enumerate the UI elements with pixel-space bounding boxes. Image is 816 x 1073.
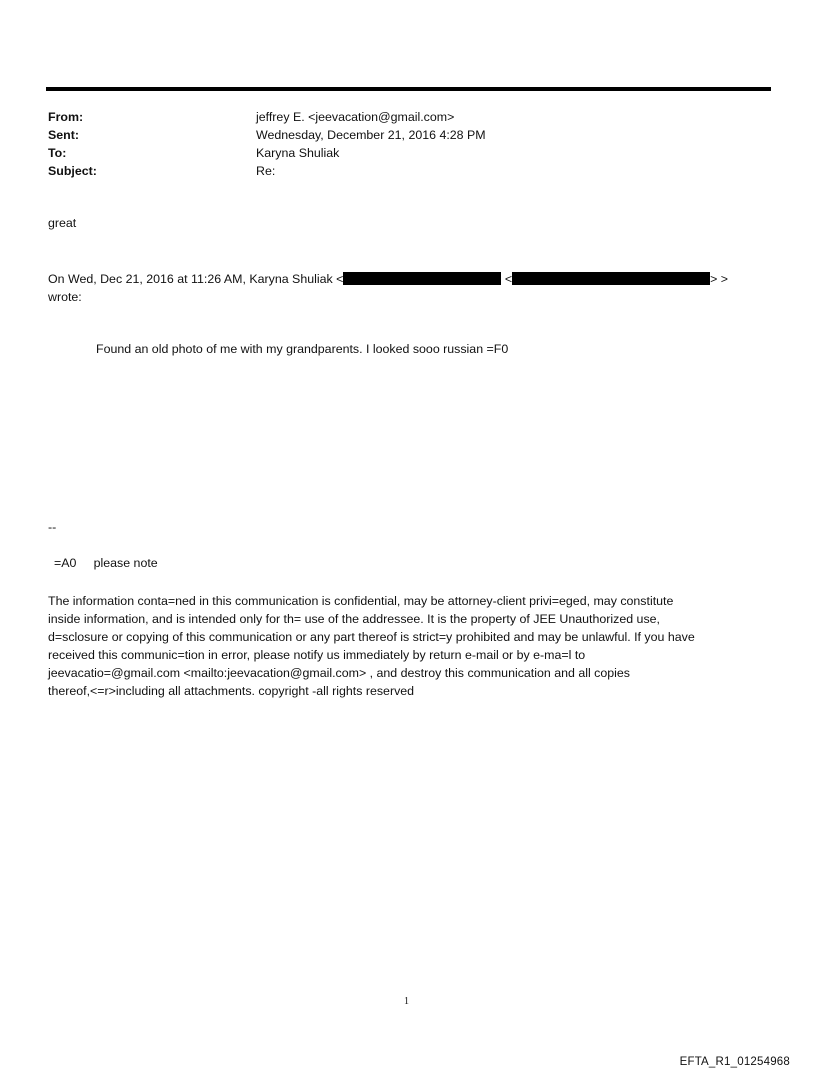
sent-row <box>48 126 486 144</box>
disclaimer-line: d=sclosure or copying of this communication or any part thereof is strict=y prohibited and may be unlawful. If you have <box>48 630 695 644</box>
signature-dashes: -- <box>48 520 57 534</box>
from-value: jeffrey E. <jeevacation@gmail.com> <box>256 110 455 124</box>
redaction-box <box>512 272 710 285</box>
disclaimer-line: received this communic=tion in error, please notify us immediately by return e-mail or by e-ma=l to <box>48 648 586 662</box>
sent-label: Sent: <box>48 128 79 142</box>
quote-intro-mid: < <box>504 272 513 286</box>
note-line: =A0 please note <box>54 556 158 570</box>
subject-value: Re: <box>256 164 276 178</box>
quote-intro <box>48 270 728 306</box>
to-value: Karyna Shuliak <box>256 146 340 160</box>
to-label: To: <box>48 146 67 160</box>
quote-intro-end: > > <box>710 272 728 286</box>
disclaimer-line: The information conta=ned in this communication is confidential, may be attorney-client privi=eged, may constitute <box>48 594 674 608</box>
quote-intro-line-1 <box>48 270 728 288</box>
reply-text: great <box>48 216 77 230</box>
confidentiality-disclaimer <box>48 592 778 700</box>
redaction-box <box>343 272 501 285</box>
subject-label: Subject: <box>48 164 97 178</box>
quote-intro-start: On Wed, Dec 21, 2016 at 11:26 AM, Karyna Shuliak < <box>48 272 344 286</box>
to-row <box>48 144 486 162</box>
disclaimer-line: thereof,<=r>including all attachments. copyright -all rights reserved <box>48 684 415 698</box>
subject-row <box>48 162 486 180</box>
sent-value: Wednesday, December 21, 2016 4:28 PM <box>256 128 486 142</box>
disclaimer-line: jeevacatio=@gmail.com <mailto:jeevacation@gmail.com> , and destroy this communication and all copies <box>48 666 630 680</box>
quoted-message: Found an old photo of me with my grandparents. I looked sooo russian =F0 <box>96 342 509 356</box>
from-label: From: <box>48 110 84 124</box>
quote-intro-line-2: wrote: <box>48 290 82 304</box>
email-header <box>48 108 486 180</box>
from-row <box>48 108 486 126</box>
page-number: 1 <box>404 996 409 1007</box>
bates-number: EFTA_R1_01254968 <box>679 1056 790 1068</box>
header-rule <box>46 87 771 91</box>
disclaimer-line: inside information, and is intended only for th= use of the addressee. It is the property of JEE Unauthorized use, <box>48 612 660 626</box>
